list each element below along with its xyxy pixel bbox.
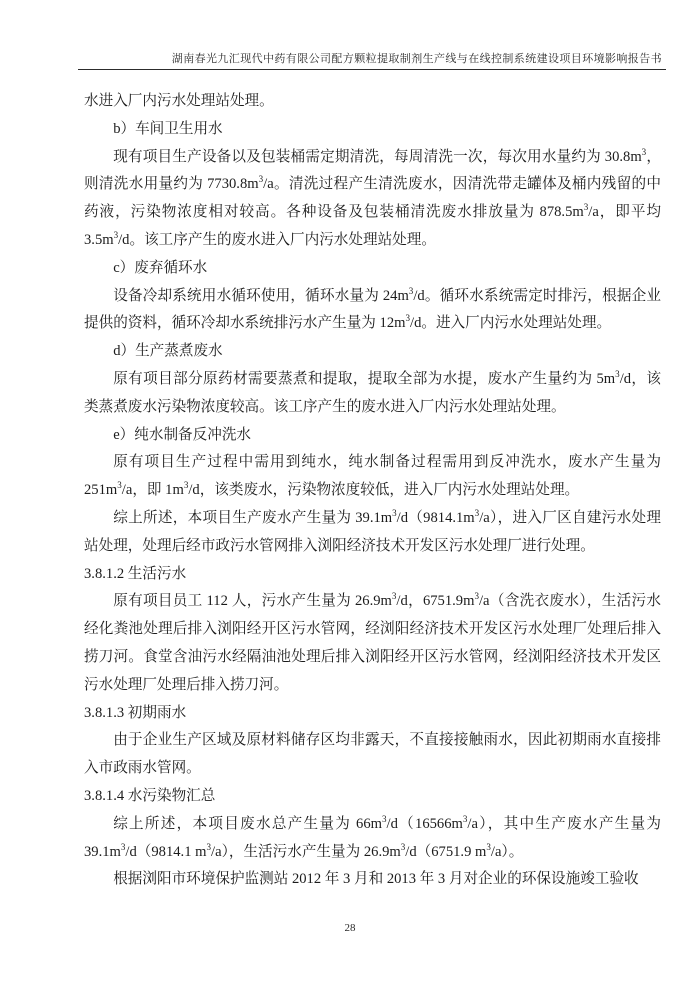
paragraph: 原有项目员工 112 人，污水产生量为 $26.9m^3/d$，$6751.9m^3/a$（含洗衣废水），生活污水经化粪池处理后排入浏阳经开区污水管网，经浏阳经济技术开发区污水处理厂处理后排入捞刀河。食堂含油污水经隔油池处理后排入浏阳经开区污水管网，经浏阳经济技术开发区污水处理厂处理后排入捞刀河。 xyxy=(84,591,662,693)
paragraph: c）废弃循环水 xyxy=(113,259,208,276)
paragraph: 根据浏阳市环境保护监测站 2012 年 3 月和 2013 年 3 月对企业的环保设施竣工验收 xyxy=(113,871,639,888)
header-rule xyxy=(78,69,666,70)
paragraph: e）纯水制备反冲洗水 xyxy=(113,426,252,443)
section-heading: 3.8.1.3 初期雨水 xyxy=(84,704,187,721)
paragraph: 水进入厂内污水处理站处理。 xyxy=(84,93,274,109)
paragraph: 设备冷却系统用水循环使用，循环水量为 $24m^3/d$。循环水系统需定时排污，根据企业提供的资料，循环冷却水系统排污水产生量为 $12m^3/d$。进入厂内污水处理站处理。 xyxy=(84,285,661,332)
paragraph: 由于企业生产区域及原材料储存区均非露天，不直接接触雨水，因此初期雨水直接排入市政雨水管网。 xyxy=(84,732,661,777)
paragraph: 原有项目生产过程中需用到纯水，纯水制备过程需用到反冲洗水，废水产生量为 $251m^3/a$，即 $1m^3/d$，该类废水，污染物浓度较低，进入厂内污水处理站处理。 xyxy=(84,454,661,499)
paragraph: 综上所述，本项目生产废水产生量为 $39.1m^3/d(9814.1m^3/a)$，进入厂区自建污水处理站处理，处理后经市政污水管网排入浏阳经济技术开发区污水处理厂进行处理。 xyxy=(84,508,662,554)
running-header-title: 湖南春光九汇现代中药有限公司配方颗粒提取制剂生产线与在线控制系统建设项目环境影响报告书 xyxy=(171,53,662,65)
paragraph: 综上所述，本项目废水总产生量为 $66m^3/d(16566m^3/a)$，其中生产废水产生量为 $39.1m^3/d(9814.1$ $m^3/a$），生活污水产生量为 $26.9m^3/d(6751.9$ $m^3/a$）。 xyxy=(84,813,662,860)
paragraph: 原有项目部分原药材需要蒸煮和提取，提取全部为水提，废水产生量约为 $5m^3/d$，该类蒸煮废水污染物浓度较高。该工序产生的废水进入厂内污水处理站处理。 xyxy=(84,369,661,415)
paragraph: b）车间卫生用水 xyxy=(113,120,223,137)
page-number: 28 xyxy=(344,922,356,934)
document-body xyxy=(84,88,661,894)
section-heading: 3.8.1.4 水污染物汇总 xyxy=(84,787,216,804)
paragraph: 现有项目生产设备以及包装桶需定期清洗，每周清洗一次，每次用水量约为 $30.8m^3$，则清洗水用量约为 $7730.8m^3/a$。清洗过程产生清洗废水，因清洗带走罐体及桶内残留的中药液，污染物浓度相对较高。各种设备及包装桶清洗废水排放量为 $878.5m^3/a$，即平均 $3.5m^3/d$。该工序产生的废水进入厂内污水处理站处理。 xyxy=(84,146,661,248)
paragraph: d）生产蒸煮废水 xyxy=(113,343,223,360)
section-heading: 3.8.1.2 生活污水 xyxy=(84,565,187,582)
